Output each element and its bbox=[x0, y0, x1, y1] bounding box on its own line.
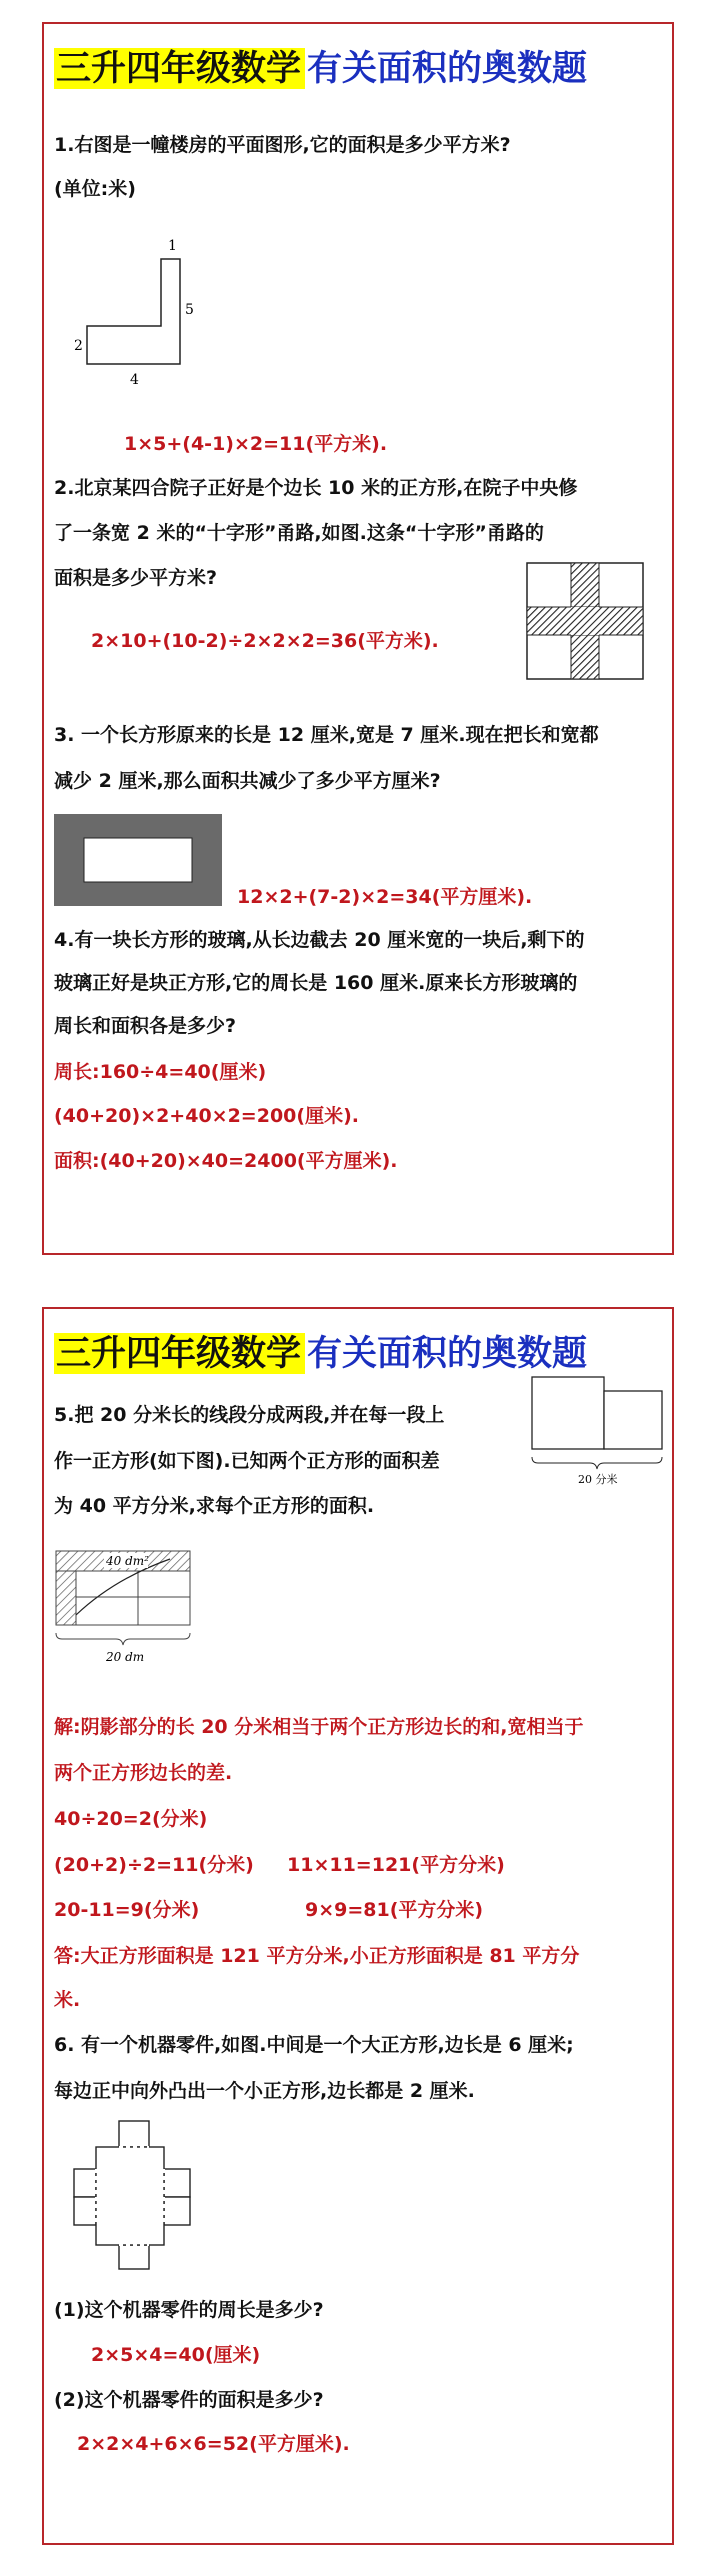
q5-figure2-label-bottom: 20 dm bbox=[106, 1650, 145, 1664]
q5-solution-line2: 两个正方形边长的差. bbox=[54, 1762, 233, 1784]
title-highlight: 三升四年级数学 bbox=[54, 1333, 305, 1374]
q5-figure-label: 20 分米 bbox=[578, 1473, 618, 1485]
title-subject: 有关面积的奥数题 bbox=[307, 1333, 588, 1374]
q5-solution-line1: 解:阴影部分的长 20 分米相当于两个正方形边长的和,宽相当于 bbox=[54, 1716, 584, 1738]
q6-answer-1: 2×5×4=40(厘米) bbox=[91, 2344, 261, 2366]
q6-machine-part-figure bbox=[64, 2119, 234, 2274]
q1-label-right: 5 bbox=[185, 302, 194, 318]
title-subject: 有关面积的奥数题 bbox=[307, 48, 588, 89]
q4-answer-line2: (40+20)×2+40×2=200(厘米). bbox=[54, 1105, 359, 1127]
q1-answer: 1×5+(4-1)×2=11(平方米). bbox=[124, 433, 388, 455]
q5-text-line1: 5.把 20 分米长的线段分成两段,并在每一段上 bbox=[54, 1404, 445, 1426]
worksheet-title bbox=[54, 1329, 664, 1379]
q3-answer: 12×2+(7-2)×2=34(平方厘米). bbox=[237, 886, 533, 908]
q6-text-line2: 每边正中向外凸出一个小正方形,边长都是 2 厘米. bbox=[54, 2080, 475, 2102]
q2-text-line2: 了一条宽 2 米的“十字形”甬路,如图.这条“十字形”甬路的 bbox=[54, 522, 544, 544]
q1-label-top: 1 bbox=[168, 238, 177, 254]
q6-answer-2: 2×2×4+6×6=52(平方厘米). bbox=[77, 2433, 350, 2455]
q5-solution-line4a: (20+2)÷2=11(分米) bbox=[54, 1854, 254, 1876]
worksheet-card-2 bbox=[42, 1307, 674, 2545]
q1-l-shape-figure bbox=[54, 224, 214, 404]
q4-text-line2: 玻璃正好是块正方形,它的周长是 160 厘米.原来长方形玻璃的 bbox=[54, 972, 578, 994]
q1-text-line1: 1.右图是一幢楼房的平面图形,它的面积是多少平方米? bbox=[54, 134, 511, 156]
q3-frame-figure bbox=[54, 814, 222, 906]
q2-answer: 2×10+(10-2)÷2×2×2=36(平方米). bbox=[91, 630, 439, 652]
title-highlight: 三升四年级数学 bbox=[54, 48, 305, 89]
q6-text-line1: 6. 有一个机器零件,如图.中间是一个大正方形,边长是 6 厘米; bbox=[54, 2034, 574, 2056]
q5-solution-line3: 40÷20=2(分米) bbox=[54, 1808, 208, 1830]
q5-answer-line1: 答:大正方形面积是 121 平方分米,小正方形面积是 81 平方分 bbox=[54, 1945, 580, 1967]
q3-text-line2: 减少 2 厘米,那么面积共减少了多少平方厘米? bbox=[54, 770, 441, 792]
q2-cross-figure bbox=[526, 562, 644, 680]
q1-text-line2: (单位:米) bbox=[54, 178, 136, 200]
q5-solution-figure bbox=[54, 1549, 204, 1669]
q5-solution-line5b: 9×9=81(平方分米) bbox=[305, 1899, 484, 1921]
q6-subquestion-1: (1)这个机器零件的周长是多少? bbox=[54, 2299, 324, 2321]
q5-text-line3: 为 40 平方分米,求每个正方形的面积. bbox=[54, 1495, 375, 1517]
q2-text-line1: 2.北京某四合院子正好是个边长 10 米的正方形,在院子中央修 bbox=[54, 477, 578, 499]
q4-text-line3: 周长和面积各是多少? bbox=[54, 1015, 237, 1037]
q5-solution-line4b: 11×11=121(平方分米) bbox=[287, 1854, 505, 1876]
q4-answer-line3: 面积:(40+20)×40=2400(平方厘米). bbox=[54, 1150, 398, 1172]
worksheet-card-1 bbox=[42, 22, 674, 1255]
q5-text-line2: 作一正方形(如下图).已知两个正方形的面积差 bbox=[54, 1450, 440, 1472]
q6-subquestion-2: (2)这个机器零件的面积是多少? bbox=[54, 2389, 324, 2411]
q3-text-line1: 3. 一个长方形原来的长是 12 厘米,宽是 7 厘米.现在把长和宽都 bbox=[54, 724, 599, 746]
q4-text-line1: 4.有一块长方形的玻璃,从长边截去 20 厘米宽的一块后,剩下的 bbox=[54, 929, 585, 951]
q5-answer-line2: 米. bbox=[54, 1989, 81, 2011]
q1-label-left: 2 bbox=[74, 338, 83, 354]
q5-figure2-label-top: 40 dm² bbox=[106, 1554, 149, 1568]
q5-solution-line5a: 20-11=9(分米) bbox=[54, 1899, 200, 1921]
q4-answer-line1: 周长:160÷4=40(厘米) bbox=[54, 1061, 267, 1083]
q1-label-bottom: 4 bbox=[130, 372, 139, 388]
worksheet-title bbox=[54, 44, 664, 94]
q5-two-squares-figure bbox=[530, 1375, 670, 1485]
q2-text-line3: 面积是多少平方米? bbox=[54, 567, 218, 589]
